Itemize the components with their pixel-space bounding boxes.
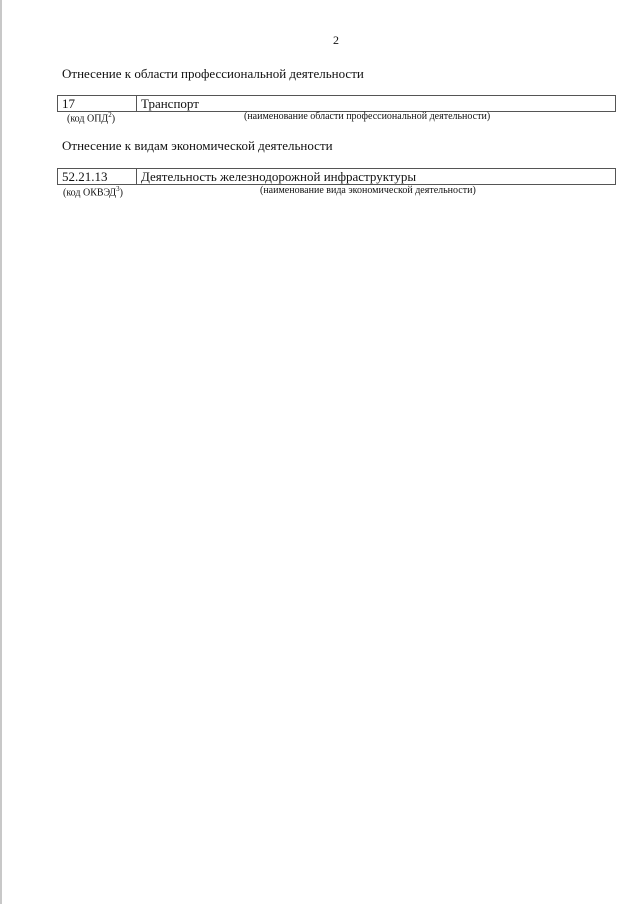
okved-code-caption-text: (код ОКВЭД [63, 187, 117, 199]
okved-name-cell: Деятельность железнодорожной инфраструктуры [137, 169, 616, 185]
table-row [58, 96, 616, 112]
opd-code-caption-close: ) [111, 113, 116, 125]
footnote-ref: 2 [108, 111, 112, 119]
page-edge-shadow [0, 0, 2, 904]
opd-name-caption: (наименование области профессиональной деятельности) [244, 111, 491, 122]
page-number: 2 [333, 33, 339, 47]
opd-code-caption [67, 111, 115, 124]
opd-section-heading: Отнесение к области профессиональной деятельности [62, 66, 364, 81]
okved-code-caption-close: ) [119, 187, 123, 199]
footnote-ref: 3 [116, 185, 120, 193]
opd-code-cell: 17 [58, 96, 137, 112]
opd-table [57, 95, 616, 112]
opd-name-cell: Транспорт [137, 96, 616, 112]
okved-table [57, 168, 616, 185]
okved-code-caption [63, 185, 123, 198]
opd-code-caption-text: (код ОПД [67, 113, 109, 125]
okved-section-heading: Отнесение к видам экономической деятельности [62, 138, 333, 153]
okved-code-cell: 52.21.13 [58, 169, 137, 185]
table-row [58, 169, 616, 185]
okved-name-caption: (наименование вида экономической деятельности) [260, 185, 476, 196]
